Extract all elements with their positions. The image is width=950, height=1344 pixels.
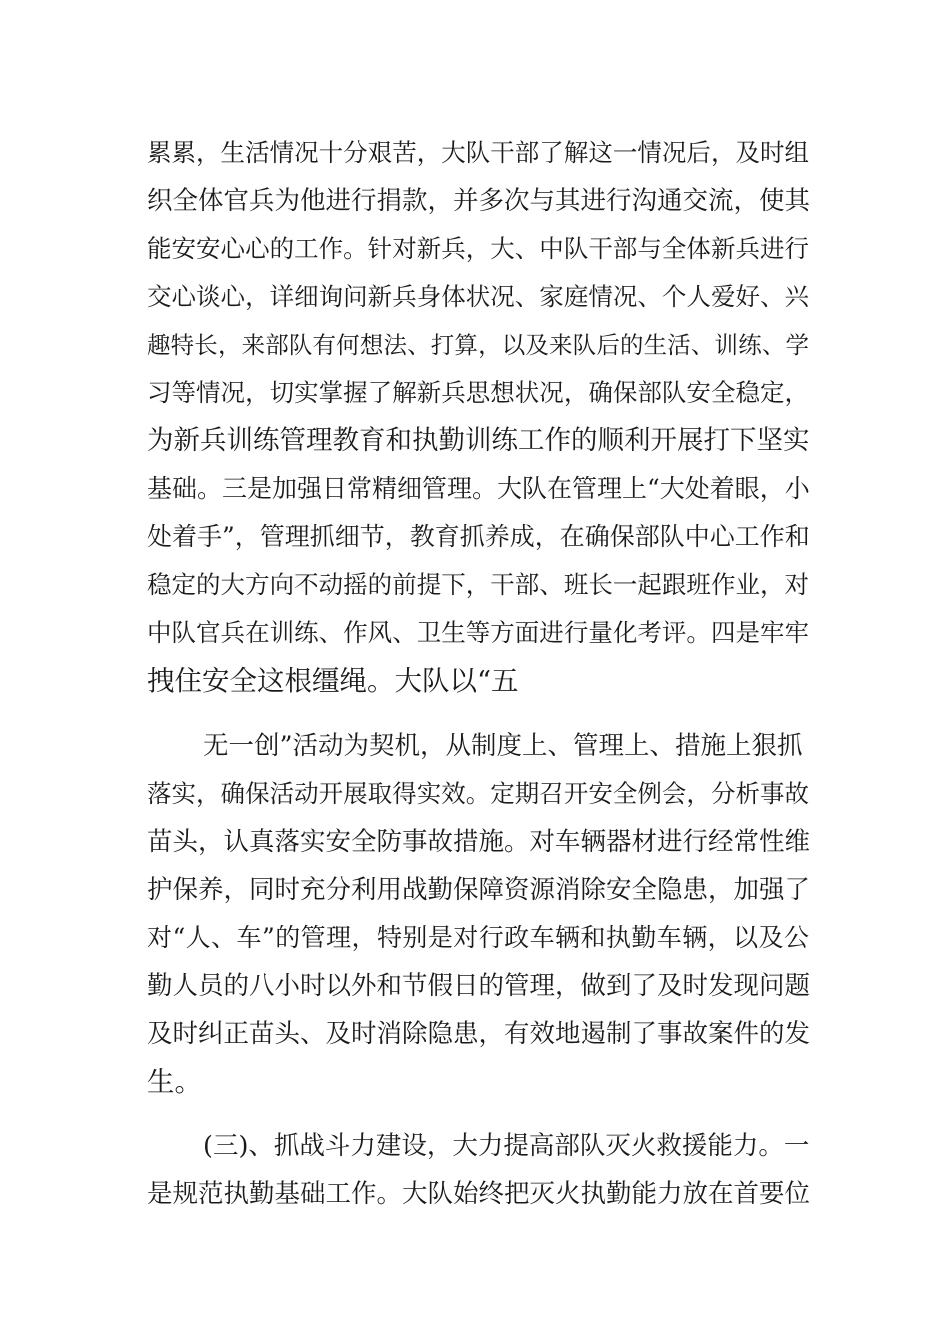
text-line: 交心谈心，详细询问新兵身体状况、家庭情况、个人爱好、兴 [147,282,809,311]
text-line: 基础。三是加强日常精细管理。大队在管理上“大处着眼，小 [147,474,810,503]
text-line: 落实，确保活动开展取得实效。定期召开安全例会，分析事故 [147,779,809,808]
text-line: 拽住安全这根缰绳。大队以“五 [147,665,519,697]
text-line: 对“人、车”的管理，特别是对行政车辆和执勤车辆，以及公 [147,923,809,952]
text-line: 处着手”，管理抓细节，教育抓养成，在确保部队中心工作和 [147,522,810,551]
text-line: 苗头，认真落实安全防事故措施。对车辆器材进行经常性维 [147,827,811,857]
text-line: 稳定的大方向不动摇的前提下，干部、班长一起跟班作业，对 [147,570,809,599]
text-line: 是规范执勤基础工作。大队始终把灭火执勤能力放在首要位 [147,1179,811,1209]
text-line: 累累，生活情况十分艰苦，大队干部了解这一情况后，及时组 [147,138,809,167]
text-line: 趣特长，来部队有何想法、打算，以及来队后的生活、训练、学 [147,331,809,359]
text-line: (三)、抓战斗力建设，大力提高部队灭火救援能力。一 [203,1131,810,1161]
text-line: 织全体官兵为他进行捐款，并多次与其进行沟通交流，使其 [147,186,811,216]
text-line: 习等情况，切实掌握了解新兵思想状况，确保部队安全稳定， [147,378,809,407]
text-line: 及时纠正苗头、及时消除隐患，有效地遏制了事故案件的发 [147,1019,811,1049]
text-line: 为新兵训练管理教育和执勤训练工作的顺利开展打下坚实 [147,425,810,456]
text-line: 生。 [147,1066,202,1098]
text-line: 能安安心心的工作。针对新兵，大、中队干部与全体新兵进行 [147,234,809,263]
text-line: 中队官兵在训练、作风、卫生等方面进行量化考评。四是牢牢 [147,618,809,647]
text-line: 勤人员的八小时以外和节假日的管理，做到了及时发现问题 [147,971,811,1001]
text-line: 无一创”活动为契机，从制度上、管理上、措施上狠抓 [203,731,803,761]
text-line: 护保养，同时充分利用战勤保障资源消除安全隐患，加强了 [147,875,811,905]
